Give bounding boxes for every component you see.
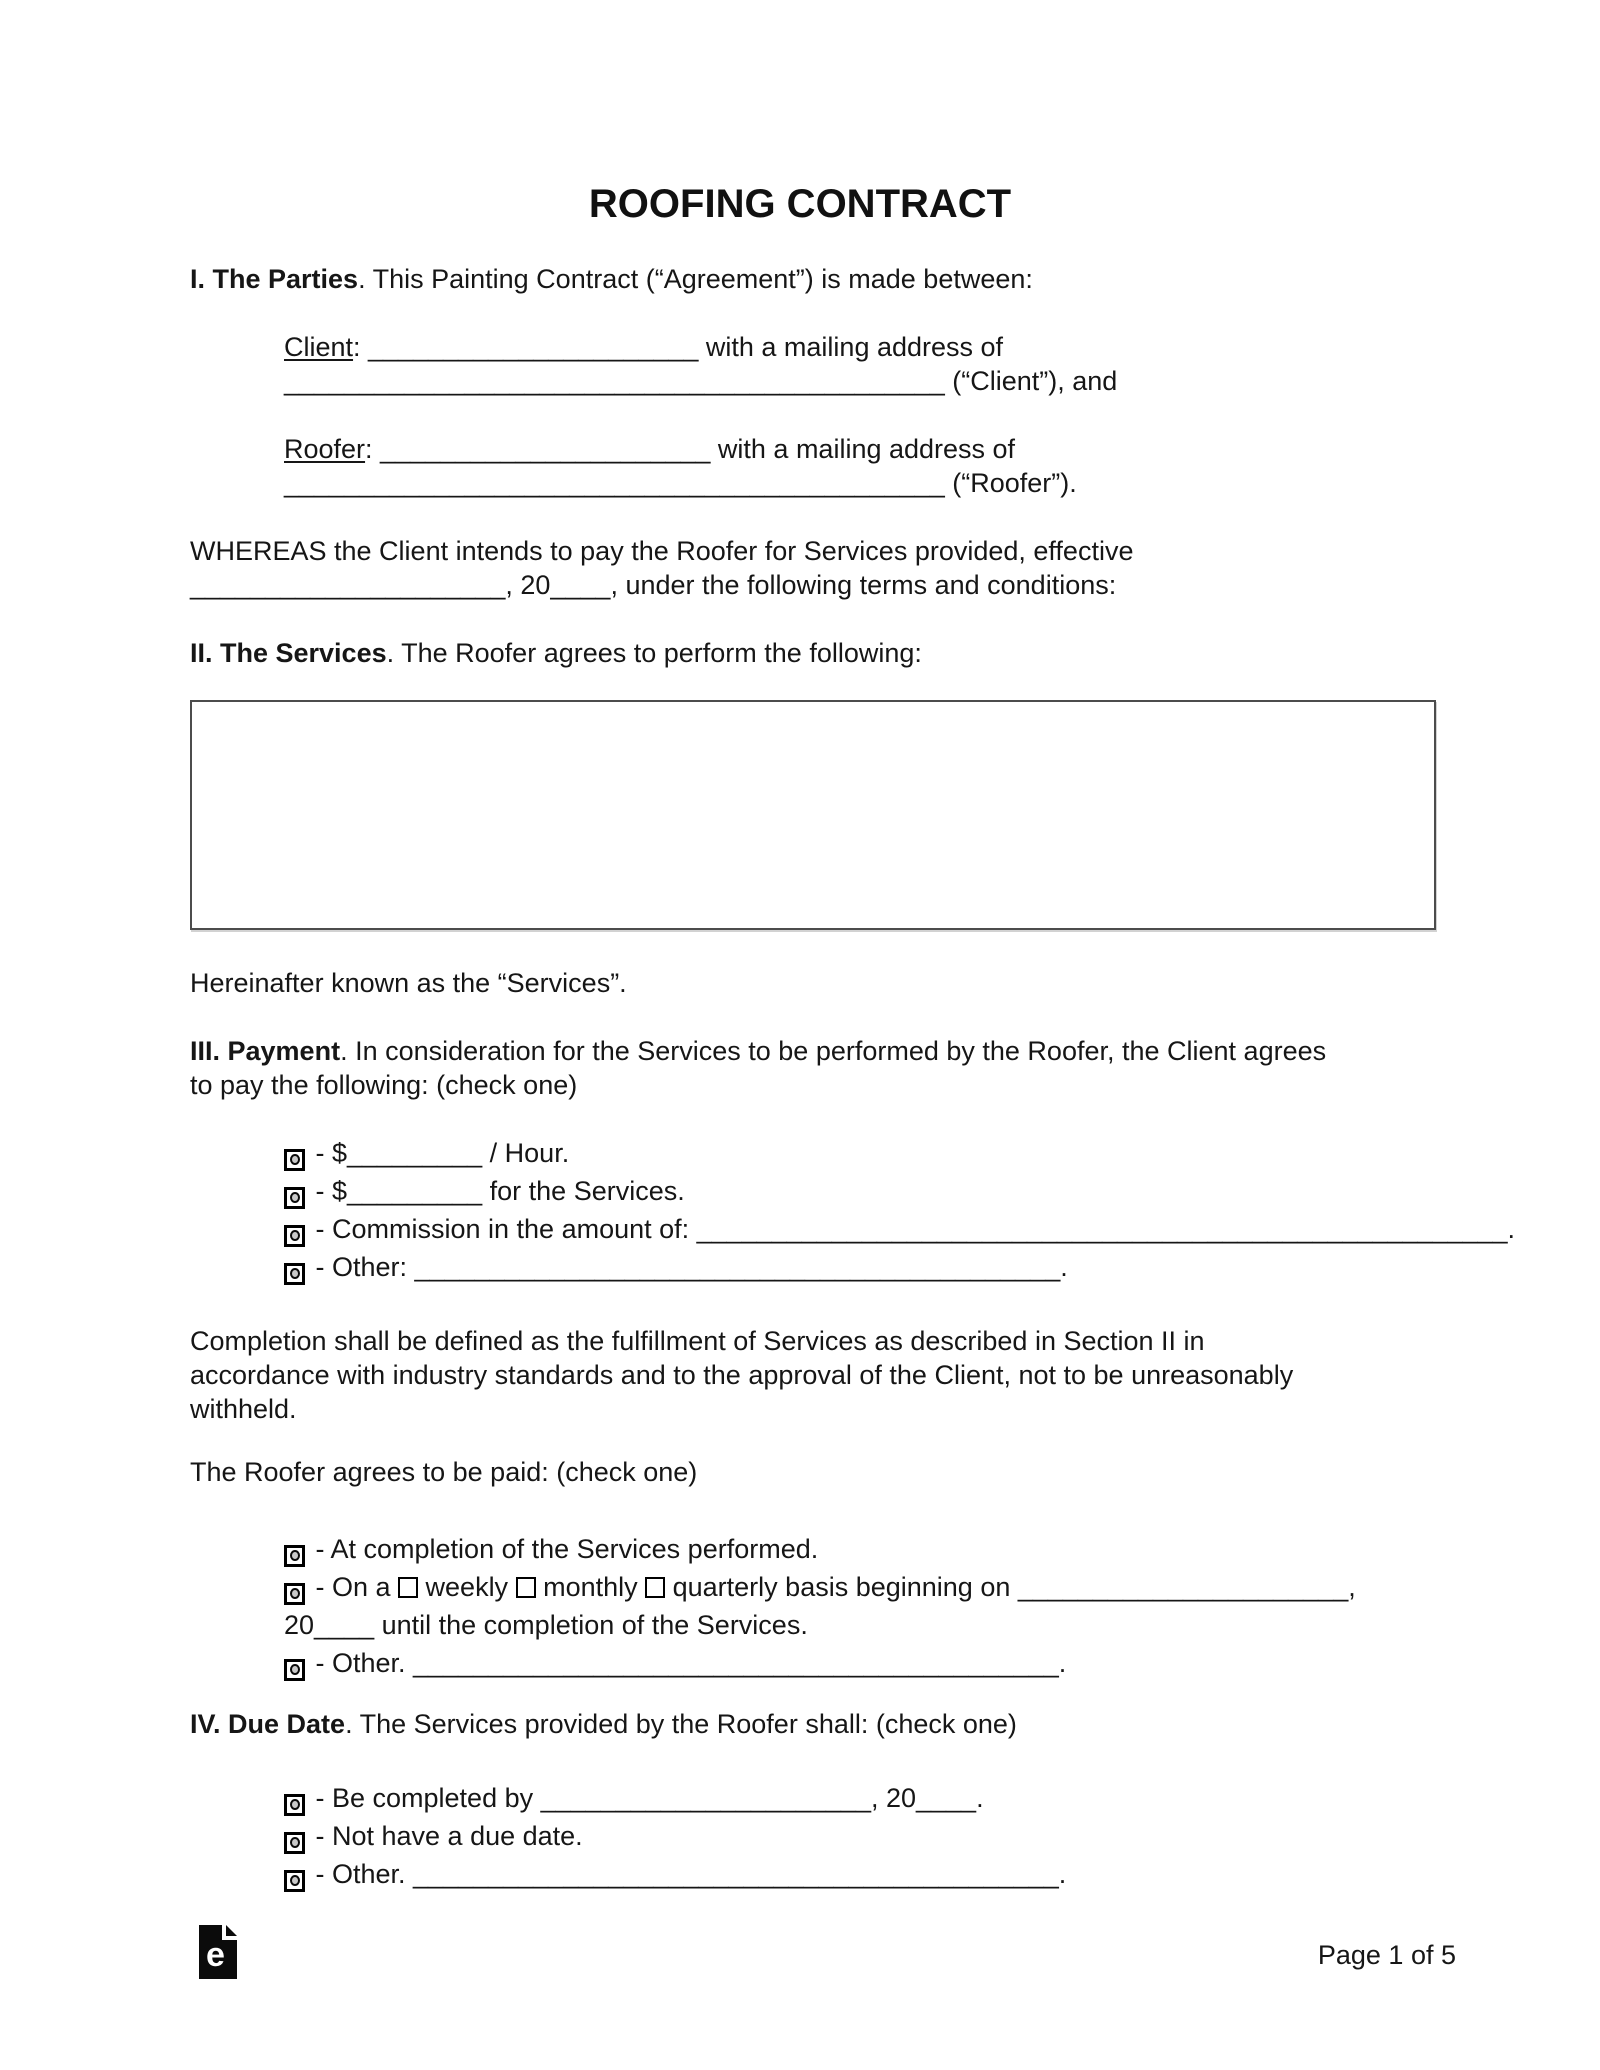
payment-option-other-label: - Other: ___________________________________________. (308, 1252, 1068, 1282)
roofer-label: Roofer (284, 434, 366, 464)
paid-option-recurring-line-1 (284, 1568, 1356, 1606)
payment-heading-line-2: to pay the following: (check one) (190, 1070, 578, 1100)
paid-option-other-label: - Other. ___________________________________________. (308, 1648, 1067, 1678)
section-payment-text: . In consideration for the Services to be performed by the Roofer, the Client agrees (340, 1036, 1327, 1066)
paid-option-other (284, 1644, 1356, 1682)
completion-line-3: withheld. (190, 1394, 297, 1424)
due-date-options-list (284, 1779, 1066, 1893)
payment-option-fixed-label: - $_________ for the Services. (308, 1176, 685, 1206)
due-date-option-no-due-date (284, 1817, 1066, 1855)
hereinafter-line: Hereinafter known as the “Services”. (190, 968, 627, 998)
section-due-date-number: IV. Due Date (190, 1709, 346, 1739)
whereas-line-1: WHEREAS the Client intends to pay the Roofer for Services provided, effective (190, 536, 1134, 566)
client-line-2: ____________________________________________ (“Client”), and (284, 366, 1118, 396)
checkbox-icon[interactable] (284, 1832, 305, 1854)
checkbox-icon[interactable] (284, 1187, 305, 1209)
completion-paragraph (190, 1324, 1293, 1426)
section-parties-text: . This Painting Contract (“Agreement”) is made between: (358, 264, 1033, 294)
quarterly-checkbox-icon[interactable] (645, 1577, 665, 1598)
monthly-checkbox-icon[interactable] (516, 1577, 536, 1598)
checkbox-icon[interactable] (284, 1794, 305, 1816)
section-parties-heading (190, 262, 1033, 296)
payment-option-fixed (284, 1172, 1515, 1210)
page-title: ROOFING CONTRACT (588, 182, 1012, 226)
payment-options-list (284, 1134, 1515, 1286)
due-date-option-other-label: - Other. ___________________________________________. (308, 1859, 1067, 1889)
quarterly-label: quarterly basis beginning on ______________________, (665, 1572, 1356, 1602)
checkbox-icon[interactable] (284, 1225, 305, 1247)
completion-line-1: Completion shall be defined as the fulfillment of Services as described in Section II in (190, 1326, 1205, 1356)
paid-option-at-completion (284, 1530, 1356, 1568)
paid-option-recurring (284, 1568, 1356, 1644)
client-block (284, 330, 1117, 398)
roofer-block (284, 432, 1077, 500)
whereas-paragraph (190, 534, 1133, 602)
section-services-text: . The Roofer agrees to perform the following: (386, 638, 922, 668)
whereas-line-2: _____________________, 20____, under the following terms and conditions: (190, 570, 1117, 600)
payment-option-hourly-label: - $_________ / Hour. (308, 1138, 570, 1168)
roofer-line-2: ____________________________________________ (“Roofer”). (284, 468, 1077, 498)
paid-options-list (284, 1530, 1356, 1682)
checkbox-icon[interactable] (284, 1659, 305, 1681)
roofer-name-blank: : ______________________ with a mailing address of (365, 434, 1016, 464)
section-payment-number: III. Payment (190, 1036, 341, 1066)
checkbox-icon[interactable] (284, 1870, 305, 1892)
roofer-line-1 (284, 432, 1077, 466)
folded-corner-icon (226, 1925, 237, 1936)
logo-letter: e (206, 1936, 225, 1974)
monthly-label: monthly (535, 1572, 646, 1602)
page-number-label: Page 1 of 5 (1317, 1940, 1456, 1970)
section-payment-heading (190, 1034, 1326, 1102)
section-services-number: II. The Services (190, 638, 387, 668)
payment-option-hourly (284, 1134, 1515, 1172)
due-date-option-completed-by (284, 1779, 1066, 1817)
client-name-blank: : ______________________ with a mailing address of (353, 332, 1004, 362)
section-parties-number: I. The Parties (190, 264, 359, 294)
payment-option-commission-label: - Commission in the amount of: ______________________________________________________. (308, 1214, 1516, 1244)
checkbox-icon[interactable] (284, 1545, 305, 1567)
weekly-checkbox-icon[interactable] (398, 1577, 418, 1598)
client-label: Client (284, 332, 354, 362)
due-date-option-other (284, 1855, 1066, 1893)
client-line-1 (284, 330, 1117, 364)
weekly-label: weekly (418, 1572, 516, 1602)
paid-intro-line: The Roofer agrees to be paid: (check one) (190, 1457, 698, 1487)
checkbox-icon[interactable] (284, 1149, 305, 1171)
due-date-option-completed-by-label: - Be completed by ______________________, 20____. (308, 1783, 984, 1813)
due-date-option-no-due-date-label: - Not have a due date. (308, 1821, 583, 1851)
paid-option-recurring-prefix: - On a (308, 1572, 399, 1602)
eforms-logo[interactable] (199, 1925, 237, 1979)
payment-option-commission (284, 1210, 1515, 1248)
section-due-date-text: . The Services provided by the Roofer shall: (check one) (345, 1709, 1017, 1739)
checkbox-icon[interactable] (284, 1263, 305, 1285)
paid-option-at-completion-label: - At completion of the Services performed. (308, 1534, 819, 1564)
paid-option-recurring-line-2: 20____ until the completion of the Services. (284, 1610, 808, 1640)
services-description-box[interactable] (190, 700, 1436, 930)
checkbox-icon[interactable] (284, 1583, 305, 1605)
payment-heading-line-1 (190, 1034, 1326, 1068)
section-services-heading (190, 636, 922, 670)
completion-line-2: accordance with industry standards and to the approval of the Client, not to be unreasonably (190, 1360, 1294, 1390)
payment-option-other (284, 1248, 1515, 1286)
section-due-date-heading (190, 1707, 1017, 1741)
